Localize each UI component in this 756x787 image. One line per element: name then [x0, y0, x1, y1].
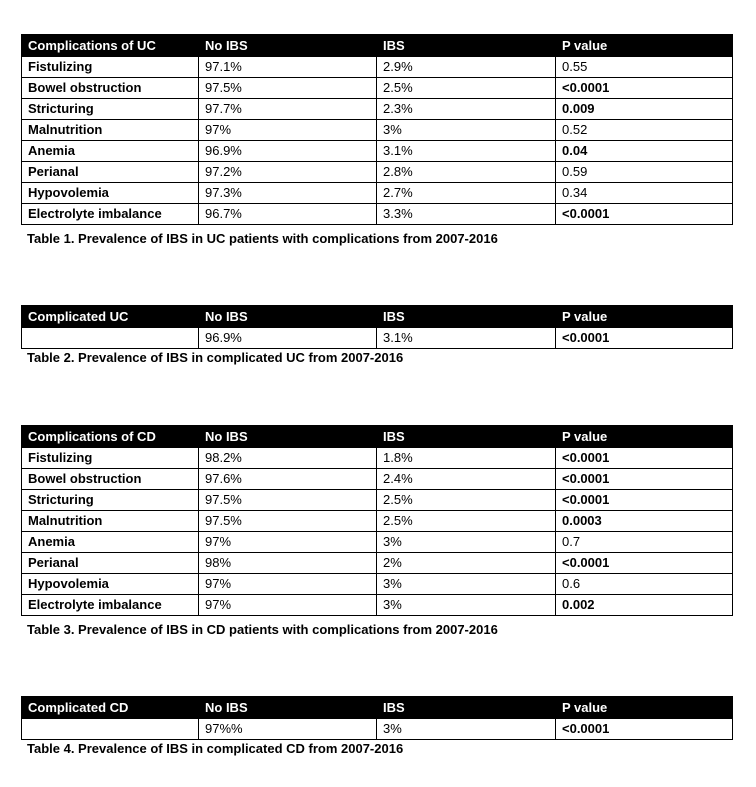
table-row: [22, 183, 733, 204]
table-row: [22, 574, 733, 595]
table-header-row: [22, 306, 733, 328]
table-caption: Table 2. Prevalence of IBS in complicated UC from 2007-2016: [27, 350, 404, 365]
table-row: [22, 78, 733, 99]
ibs-cell: 1.8%: [377, 448, 556, 469]
header-cell: P value: [556, 697, 733, 719]
row-label: Perianal: [22, 162, 199, 183]
ibs-cell: 2.3%: [377, 99, 556, 120]
no-ibs-cell: 97.6%: [199, 469, 377, 490]
header-cell: IBS: [377, 426, 556, 448]
p-value-cell: 0.0003: [556, 511, 733, 532]
no-ibs-cell: 98%: [199, 553, 377, 574]
table-row: [22, 553, 733, 574]
table-header-row: [22, 697, 733, 719]
ibs-cell: 2.5%: [377, 78, 556, 99]
table-row: [22, 57, 733, 78]
table-row: [22, 204, 733, 225]
header-cell: No IBS: [199, 306, 377, 328]
no-ibs-cell: 97%: [199, 532, 377, 553]
header-cell: IBS: [377, 697, 556, 719]
no-ibs-cell: 97.2%: [199, 162, 377, 183]
no-ibs-cell: 97.5%: [199, 78, 377, 99]
p-value-cell: <0.0001: [556, 490, 733, 511]
header-cell: P value: [556, 426, 733, 448]
table-row: [22, 162, 733, 183]
p-value-cell: 0.7: [556, 532, 733, 553]
header-cell: Complicated CD: [22, 697, 199, 719]
row-label: Hypovolemia: [22, 574, 199, 595]
no-ibs-cell: 97.3%: [199, 183, 377, 204]
table-row: [22, 532, 733, 553]
no-ibs-cell: 97.7%: [199, 99, 377, 120]
row-label: [22, 328, 199, 349]
p-value-cell: <0.0001: [556, 448, 733, 469]
header-cell: No IBS: [199, 35, 377, 57]
no-ibs-cell: 96.9%: [199, 328, 377, 349]
p-value-cell: 0.009: [556, 99, 733, 120]
p-value-cell: <0.0001: [556, 469, 733, 490]
table-header-row: [22, 35, 733, 57]
table-row: [22, 595, 733, 616]
p-value-cell: <0.0001: [556, 204, 733, 225]
table-caption: Table 3. Prevalence of IBS in CD patients with complications from 2007-2016: [27, 622, 498, 637]
header-cell: P value: [556, 35, 733, 57]
table-row: [22, 328, 733, 349]
row-label: Stricturing: [22, 99, 199, 120]
p-value-cell: <0.0001: [556, 78, 733, 99]
p-value-cell: <0.0001: [556, 719, 733, 740]
row-label: Electrolyte imbalance: [22, 595, 199, 616]
table-3: [21, 425, 733, 616]
ibs-cell: 2.5%: [377, 490, 556, 511]
table-1: [21, 34, 733, 225]
ibs-cell: 2.5%: [377, 511, 556, 532]
no-ibs-cell: 97%: [199, 595, 377, 616]
row-label: Stricturing: [22, 490, 199, 511]
table-row: [22, 141, 733, 162]
ibs-cell: 3.3%: [377, 204, 556, 225]
ibs-cell: 2.7%: [377, 183, 556, 204]
table-caption: Table 4. Prevalence of IBS in complicated CD from 2007-2016: [27, 741, 404, 756]
ibs-cell: 3%: [377, 532, 556, 553]
p-value-cell: 0.55: [556, 57, 733, 78]
no-ibs-cell: 98.2%: [199, 448, 377, 469]
table-row: [22, 511, 733, 532]
p-value-cell: 0.002: [556, 595, 733, 616]
row-label: [22, 719, 199, 740]
row-label: Fistulizing: [22, 57, 199, 78]
header-cell: P value: [556, 306, 733, 328]
ibs-cell: 2.8%: [377, 162, 556, 183]
row-label: Malnutrition: [22, 511, 199, 532]
p-value-cell: 0.34: [556, 183, 733, 204]
header-cell: Complications of UC: [22, 35, 199, 57]
row-label: Hypovolemia: [22, 183, 199, 204]
row-label: Anemia: [22, 532, 199, 553]
row-label: Perianal: [22, 553, 199, 574]
header-cell: Complicated UC: [22, 306, 199, 328]
p-value-cell: <0.0001: [556, 553, 733, 574]
no-ibs-cell: 97.1%: [199, 57, 377, 78]
no-ibs-cell: 96.9%: [199, 141, 377, 162]
ibs-cell: 3.1%: [377, 141, 556, 162]
ibs-cell: 3.1%: [377, 328, 556, 349]
table-row: [22, 120, 733, 141]
p-value-cell: 0.59: [556, 162, 733, 183]
table-row: [22, 448, 733, 469]
p-value-cell: <0.0001: [556, 328, 733, 349]
row-label: Malnutrition: [22, 120, 199, 141]
row-label: Electrolyte imbalance: [22, 204, 199, 225]
no-ibs-cell: 97%: [199, 120, 377, 141]
header-cell: IBS: [377, 35, 556, 57]
table-header-row: [22, 426, 733, 448]
no-ibs-cell: 96.7%: [199, 204, 377, 225]
ibs-cell: 2.9%: [377, 57, 556, 78]
ibs-cell: 3%: [377, 120, 556, 141]
table-row: [22, 469, 733, 490]
ibs-cell: 3%: [377, 595, 556, 616]
no-ibs-cell: 97.5%: [199, 511, 377, 532]
table-row: [22, 719, 733, 740]
no-ibs-cell: 97%: [199, 574, 377, 595]
row-label: Fistulizing: [22, 448, 199, 469]
table-4: [21, 696, 733, 740]
table-row: [22, 99, 733, 120]
header-cell: IBS: [377, 306, 556, 328]
p-value-cell: 0.04: [556, 141, 733, 162]
ibs-cell: 2.4%: [377, 469, 556, 490]
header-cell: Complications of CD: [22, 426, 199, 448]
ibs-cell: 2%: [377, 553, 556, 574]
ibs-cell: 3%: [377, 719, 556, 740]
table-row: [22, 490, 733, 511]
table-2: [21, 305, 733, 349]
table-caption: Table 1. Prevalence of IBS in UC patients with complications from 2007-2016: [27, 231, 498, 246]
p-value-cell: 0.52: [556, 120, 733, 141]
row-label: Bowel obstruction: [22, 78, 199, 99]
header-cell: No IBS: [199, 426, 377, 448]
no-ibs-cell: 97.5%: [199, 490, 377, 511]
ibs-cell: 3%: [377, 574, 556, 595]
no-ibs-cell: 97%%: [199, 719, 377, 740]
row-label: Bowel obstruction: [22, 469, 199, 490]
header-cell: No IBS: [199, 697, 377, 719]
row-label: Anemia: [22, 141, 199, 162]
p-value-cell: 0.6: [556, 574, 733, 595]
